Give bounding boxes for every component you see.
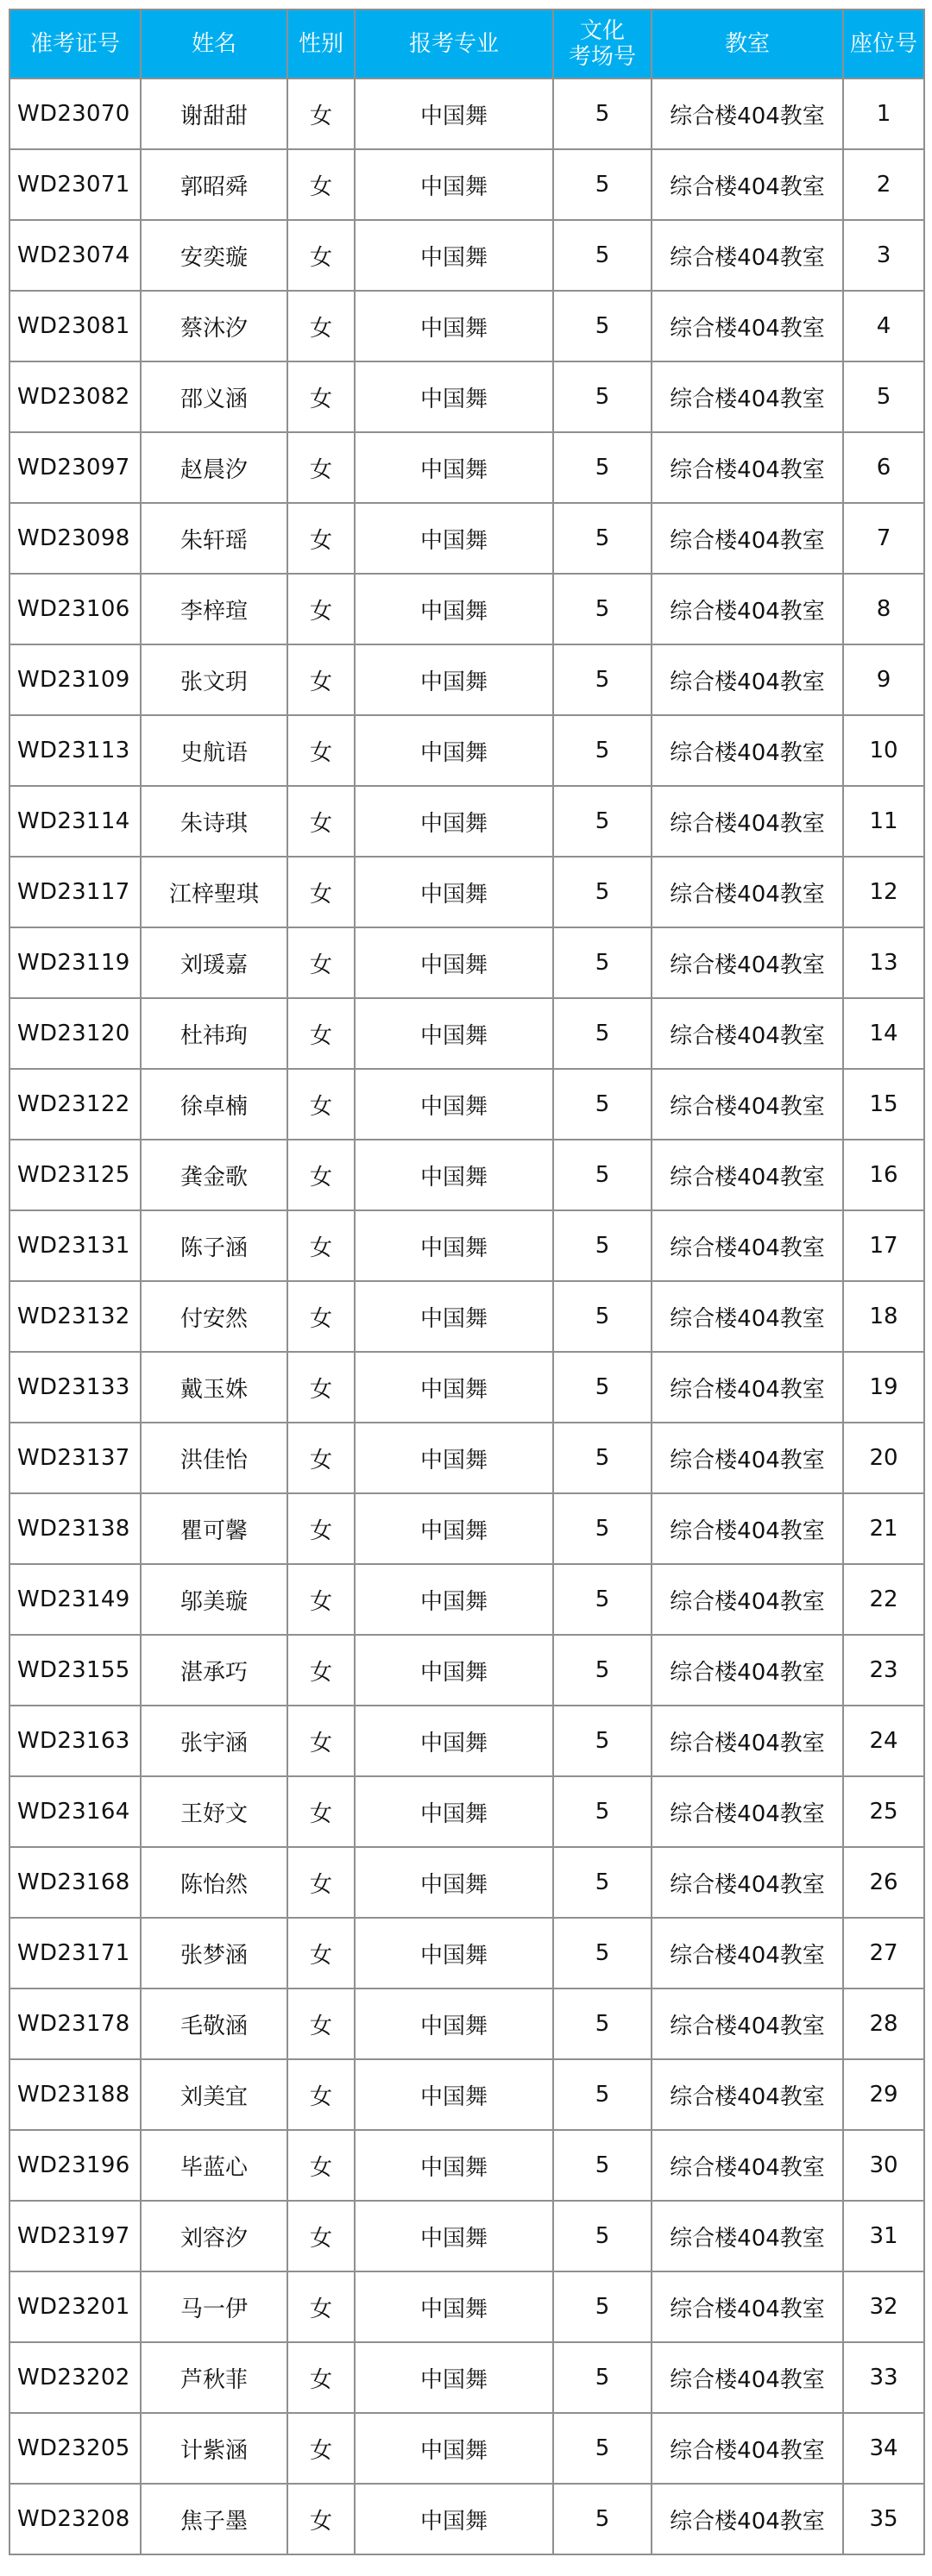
cell-exam-id: WD23202 [9, 2342, 141, 2413]
cell-gender: 女 [287, 786, 355, 857]
cell-major: 中国舞 [355, 79, 553, 149]
cell-major: 中国舞 [355, 2342, 553, 2413]
cell-gender: 女 [287, 1564, 355, 1635]
cell-exam-id: WD23113 [9, 715, 141, 786]
cell-name: 李梓瑄 [141, 574, 287, 644]
table-row [9, 1140, 924, 1210]
cell-name: 安奕璇 [141, 220, 287, 291]
cell-exam-id: WD23208 [9, 2484, 141, 2554]
table-row [9, 1706, 924, 1776]
cell-major: 中国舞 [355, 786, 553, 857]
cell-exam-id: WD23168 [9, 1847, 141, 1918]
cell-exam-id: WD23109 [9, 644, 141, 715]
cell-name: 徐卓楠 [141, 1069, 287, 1140]
cell-major: 中国舞 [355, 149, 553, 220]
cell-exam-id: WD23114 [9, 786, 141, 857]
cell-gender: 女 [287, 1352, 355, 1423]
table-row [9, 1564, 924, 1635]
cell-gender: 女 [287, 2484, 355, 2554]
cell-seat: 28 [843, 1989, 924, 2059]
cell-seat: 15 [843, 1069, 924, 1140]
table-row [9, 1989, 924, 2059]
cell-exam-id: WD23205 [9, 2413, 141, 2484]
cell-classroom: 综合楼404教室 [652, 1564, 843, 1635]
cell-exam-id: WD23133 [9, 1352, 141, 1423]
table-row [9, 149, 924, 220]
cell-exam-room: 5 [553, 2130, 652, 2201]
header-gender: 性别 [287, 9, 355, 79]
cell-major: 中国舞 [355, 715, 553, 786]
cell-gender: 女 [287, 432, 355, 503]
table-row [9, 2130, 924, 2201]
table-row [9, 2342, 924, 2413]
table-row [9, 574, 924, 644]
cell-gender: 女 [287, 927, 355, 998]
cell-gender: 女 [287, 2271, 355, 2342]
cell-name: 瞿可馨 [141, 1493, 287, 1564]
cell-major: 中国舞 [355, 1918, 553, 1989]
table-row [9, 644, 924, 715]
cell-gender: 女 [287, 149, 355, 220]
cell-seat: 25 [843, 1776, 924, 1847]
cell-name: 焦子墨 [141, 2484, 287, 2554]
cell-exam-id: WD23120 [9, 998, 141, 1069]
cell-exam-room: 5 [553, 503, 652, 574]
cell-major: 中国舞 [355, 2059, 553, 2130]
cell-exam-room: 5 [553, 220, 652, 291]
cell-seat: 30 [843, 2130, 924, 2201]
cell-seat: 23 [843, 1635, 924, 1706]
cell-exam-room: 5 [553, 1210, 652, 1281]
cell-name: 刘美宜 [141, 2059, 287, 2130]
cell-seat: 13 [843, 927, 924, 998]
cell-major: 中国舞 [355, 1564, 553, 1635]
cell-seat: 10 [843, 715, 924, 786]
cell-exam-id: WD23196 [9, 2130, 141, 2201]
cell-classroom: 综合楼404教室 [652, 1423, 843, 1493]
cell-name: 杜祎珣 [141, 998, 287, 1069]
cell-exam-room: 5 [553, 1776, 652, 1847]
cell-gender: 女 [287, 857, 355, 927]
table-row [9, 1918, 924, 1989]
cell-gender: 女 [287, 1635, 355, 1706]
cell-major: 中国舞 [355, 1989, 553, 2059]
cell-name: 张文玥 [141, 644, 287, 715]
cell-major: 中国舞 [355, 644, 553, 715]
cell-major: 中国舞 [355, 1069, 553, 1140]
cell-classroom: 综合楼404教室 [652, 2130, 843, 2201]
cell-seat: 9 [843, 644, 924, 715]
cell-gender: 女 [287, 1069, 355, 1140]
cell-exam-id: WD23137 [9, 1423, 141, 1493]
cell-exam-id: WD23163 [9, 1706, 141, 1776]
cell-exam-id: WD23122 [9, 1069, 141, 1140]
cell-classroom: 综合楼404教室 [652, 574, 843, 644]
cell-exam-id: WD23117 [9, 857, 141, 927]
cell-exam-id: WD23082 [9, 361, 141, 432]
cell-major: 中国舞 [355, 2130, 553, 2201]
cell-seat: 20 [843, 1423, 924, 1493]
cell-gender: 女 [287, 1776, 355, 1847]
cell-exam-id: WD23131 [9, 1210, 141, 1281]
table-body [9, 79, 924, 2554]
table-row [9, 79, 924, 149]
cell-classroom: 综合楼404教室 [652, 857, 843, 927]
cell-classroom: 综合楼404教室 [652, 1069, 843, 1140]
cell-major: 中国舞 [355, 1423, 553, 1493]
header-exam-id: 准考证号 [9, 9, 141, 79]
cell-classroom: 综合楼404教室 [652, 998, 843, 1069]
table-row [9, 1847, 924, 1918]
header-row [9, 9, 924, 79]
cell-exam-id: WD23119 [9, 927, 141, 998]
cell-name: 朱诗琪 [141, 786, 287, 857]
cell-gender: 女 [287, 1140, 355, 1210]
cell-gender: 女 [287, 1989, 355, 2059]
cell-name: 付安然 [141, 1281, 287, 1352]
cell-exam-id: WD23197 [9, 2201, 141, 2271]
table-row [9, 2059, 924, 2130]
cell-name: 龚金歌 [141, 1140, 287, 1210]
table-row [9, 998, 924, 1069]
cell-name: 毕蓝心 [141, 2130, 287, 2201]
table-row [9, 503, 924, 574]
cell-exam-room: 5 [553, 1918, 652, 1989]
cell-gender: 女 [287, 361, 355, 432]
table-row [9, 1210, 924, 1281]
cell-major: 中国舞 [355, 1352, 553, 1423]
cell-exam-id: WD23098 [9, 503, 141, 574]
cell-gender: 女 [287, 2413, 355, 2484]
cell-seat: 18 [843, 1281, 924, 1352]
cell-exam-room: 5 [553, 1423, 652, 1493]
table-row [9, 220, 924, 291]
cell-exam-room: 5 [553, 2059, 652, 2130]
cell-seat: 31 [843, 2201, 924, 2271]
table-row [9, 1069, 924, 1140]
cell-seat: 1 [843, 79, 924, 149]
cell-exam-room: 5 [553, 1069, 652, 1140]
cell-name: 计紫涵 [141, 2413, 287, 2484]
cell-major: 中国舞 [355, 2201, 553, 2271]
cell-exam-room: 5 [553, 2484, 652, 2554]
cell-classroom: 综合楼404教室 [652, 220, 843, 291]
cell-exam-room: 5 [553, 1493, 652, 1564]
cell-name: 湛承巧 [141, 1635, 287, 1706]
cell-gender: 女 [287, 2059, 355, 2130]
cell-exam-id: WD23097 [9, 432, 141, 503]
cell-seat: 27 [843, 1918, 924, 1989]
cell-exam-id: WD23081 [9, 291, 141, 361]
cell-gender: 女 [287, 998, 355, 1069]
cell-gender: 女 [287, 1210, 355, 1281]
cell-name: 陈怡然 [141, 1847, 287, 1918]
cell-major: 中国舞 [355, 857, 553, 927]
cell-exam-id: WD23106 [9, 574, 141, 644]
cell-major: 中国舞 [355, 432, 553, 503]
cell-exam-room: 5 [553, 2271, 652, 2342]
cell-exam-room: 5 [553, 291, 652, 361]
cell-major: 中国舞 [355, 503, 553, 574]
cell-seat: 29 [843, 2059, 924, 2130]
cell-exam-room: 5 [553, 998, 652, 1069]
cell-name: 邬美璇 [141, 1564, 287, 1635]
table-row [9, 2413, 924, 2484]
cell-major: 中国舞 [355, 998, 553, 1069]
cell-classroom: 综合楼404教室 [652, 79, 843, 149]
cell-classroom: 综合楼404教室 [652, 2201, 843, 2271]
cell-exam-id: WD23070 [9, 79, 141, 149]
table-row [9, 291, 924, 361]
cell-name: 史航语 [141, 715, 287, 786]
cell-major: 中国舞 [355, 1706, 553, 1776]
cell-classroom: 综合楼404教室 [652, 291, 843, 361]
cell-major: 中国舞 [355, 1493, 553, 1564]
header-name: 姓名 [141, 9, 287, 79]
cell-name: 刘容汐 [141, 2201, 287, 2271]
cell-seat: 34 [843, 2413, 924, 2484]
cell-classroom: 综合楼404教室 [652, 2484, 843, 2554]
cell-major: 中国舞 [355, 1210, 553, 1281]
cell-classroom: 综合楼404教室 [652, 2413, 843, 2484]
cell-classroom: 综合楼404教室 [652, 432, 843, 503]
cell-major: 中国舞 [355, 1776, 553, 1847]
cell-gender: 女 [287, 291, 355, 361]
cell-seat: 8 [843, 574, 924, 644]
cell-seat: 35 [843, 2484, 924, 2554]
cell-name: 赵晨汐 [141, 432, 287, 503]
cell-name: 芦秋菲 [141, 2342, 287, 2413]
cell-name: 张宇涵 [141, 1706, 287, 1776]
cell-exam-room: 5 [553, 2342, 652, 2413]
cell-major: 中国舞 [355, 291, 553, 361]
cell-name: 陈子涵 [141, 1210, 287, 1281]
cell-seat: 14 [843, 998, 924, 1069]
cell-exam-room: 5 [553, 2201, 652, 2271]
cell-gender: 女 [287, 715, 355, 786]
cell-exam-id: WD23201 [9, 2271, 141, 2342]
cell-gender: 女 [287, 1493, 355, 1564]
table-row [9, 361, 924, 432]
cell-exam-room: 5 [553, 432, 652, 503]
table-row [9, 432, 924, 503]
cell-gender: 女 [287, 2201, 355, 2271]
cell-name: 马一伊 [141, 2271, 287, 2342]
cell-classroom: 综合楼404教室 [652, 1140, 843, 1210]
cell-exam-room: 5 [553, 1281, 652, 1352]
cell-gender: 女 [287, 1847, 355, 1918]
cell-exam-room: 5 [553, 2413, 652, 2484]
cell-classroom: 综合楼404教室 [652, 1918, 843, 1989]
cell-major: 中国舞 [355, 1281, 553, 1352]
cell-major: 中国舞 [355, 220, 553, 291]
cell-exam-id: WD23178 [9, 1989, 141, 2059]
cell-classroom: 综合楼404教室 [652, 2059, 843, 2130]
cell-seat: 5 [843, 361, 924, 432]
table-row [9, 1423, 924, 1493]
table-row [9, 927, 924, 998]
cell-major: 中国舞 [355, 2271, 553, 2342]
cell-classroom: 综合楼404教室 [652, 927, 843, 998]
cell-name: 朱轩瑶 [141, 503, 287, 574]
table-header [9, 9, 924, 79]
cell-gender: 女 [287, 220, 355, 291]
cell-exam-id: WD23132 [9, 1281, 141, 1352]
cell-classroom: 综合楼404教室 [652, 2342, 843, 2413]
cell-exam-id: WD23155 [9, 1635, 141, 1706]
table-row [9, 1281, 924, 1352]
cell-classroom: 综合楼404教室 [652, 1706, 843, 1776]
cell-exam-room: 5 [553, 1352, 652, 1423]
cell-classroom: 综合楼404教室 [652, 1281, 843, 1352]
cell-classroom: 综合楼404教室 [652, 1493, 843, 1564]
cell-name: 蔡沐汐 [141, 291, 287, 361]
cell-exam-id: WD23171 [9, 1918, 141, 1989]
cell-exam-room: 5 [553, 1635, 652, 1706]
cell-exam-room: 5 [553, 149, 652, 220]
cell-exam-room: 5 [553, 786, 652, 857]
header-exam-room-number: 文化 考场号 [553, 9, 652, 79]
cell-classroom: 综合楼404教室 [652, 1776, 843, 1847]
cell-exam-id: WD23125 [9, 1140, 141, 1210]
cell-seat: 7 [843, 503, 924, 574]
cell-classroom: 综合楼404教室 [652, 786, 843, 857]
cell-seat: 12 [843, 857, 924, 927]
cell-exam-room: 5 [553, 857, 652, 927]
seating-table [9, 9, 925, 2555]
cell-name: 邵义涵 [141, 361, 287, 432]
table-row [9, 857, 924, 927]
cell-gender: 女 [287, 1423, 355, 1493]
cell-classroom: 综合楼404教室 [652, 1352, 843, 1423]
table-row [9, 1493, 924, 1564]
cell-gender: 女 [287, 2130, 355, 2201]
cell-classroom: 综合楼404教室 [652, 2271, 843, 2342]
cell-major: 中国舞 [355, 574, 553, 644]
cell-exam-id: WD23074 [9, 220, 141, 291]
cell-seat: 21 [843, 1493, 924, 1564]
cell-gender: 女 [287, 1918, 355, 1989]
cell-classroom: 综合楼404教室 [652, 715, 843, 786]
seating-sheet [9, 9, 923, 2555]
cell-exam-id: WD23164 [9, 1776, 141, 1847]
table-row [9, 715, 924, 786]
cell-seat: 16 [843, 1140, 924, 1210]
cell-exam-room: 5 [553, 1847, 652, 1918]
cell-seat: 17 [843, 1210, 924, 1281]
cell-gender: 女 [287, 79, 355, 149]
cell-major: 中国舞 [355, 361, 553, 432]
cell-exam-room: 5 [553, 1989, 652, 2059]
cell-gender: 女 [287, 1281, 355, 1352]
cell-exam-room: 5 [553, 715, 652, 786]
cell-major: 中国舞 [355, 2413, 553, 2484]
cell-seat: 11 [843, 786, 924, 857]
cell-seat: 2 [843, 149, 924, 220]
cell-major: 中国舞 [355, 1140, 553, 1210]
cell-seat: 6 [843, 432, 924, 503]
cell-seat: 3 [843, 220, 924, 291]
cell-classroom: 综合楼404教室 [652, 1635, 843, 1706]
cell-seat: 19 [843, 1352, 924, 1423]
cell-classroom: 综合楼404教室 [652, 644, 843, 715]
cell-name: 郭昭舜 [141, 149, 287, 220]
cell-exam-room: 5 [553, 361, 652, 432]
cell-major: 中国舞 [355, 2484, 553, 2554]
header-major: 报考专业 [355, 9, 553, 79]
cell-exam-room: 5 [553, 574, 652, 644]
header-classroom: 教室 [652, 9, 843, 79]
cell-major: 中国舞 [355, 1847, 553, 1918]
cell-classroom: 综合楼404教室 [652, 1847, 843, 1918]
table-row [9, 1352, 924, 1423]
cell-seat: 4 [843, 291, 924, 361]
cell-seat: 22 [843, 1564, 924, 1635]
cell-exam-room: 5 [553, 927, 652, 998]
table-row [9, 1776, 924, 1847]
cell-seat: 26 [843, 1847, 924, 1918]
cell-name: 刘瑗嘉 [141, 927, 287, 998]
cell-exam-room: 5 [553, 1706, 652, 1776]
cell-exam-room: 5 [553, 79, 652, 149]
cell-major: 中国舞 [355, 927, 553, 998]
cell-exam-room: 5 [553, 1564, 652, 1635]
table-row [9, 2271, 924, 2342]
cell-exam-id: WD23071 [9, 149, 141, 220]
cell-classroom: 综合楼404教室 [652, 1210, 843, 1281]
cell-seat: 33 [843, 2342, 924, 2413]
cell-gender: 女 [287, 644, 355, 715]
cell-classroom: 综合楼404教室 [652, 149, 843, 220]
table-row [9, 1635, 924, 1706]
cell-classroom: 综合楼404教室 [652, 503, 843, 574]
cell-name: 洪佳怡 [141, 1423, 287, 1493]
header-seat-number: 座位号 [843, 9, 924, 79]
cell-name: 谢甜甜 [141, 79, 287, 149]
cell-name: 毛敬涵 [141, 1989, 287, 2059]
table-row [9, 2201, 924, 2271]
cell-gender: 女 [287, 1706, 355, 1776]
cell-seat: 32 [843, 2271, 924, 2342]
cell-classroom: 综合楼404教室 [652, 1989, 843, 2059]
cell-name: 江梓聖琪 [141, 857, 287, 927]
cell-gender: 女 [287, 574, 355, 644]
cell-name: 王妤文 [141, 1776, 287, 1847]
cell-exam-room: 5 [553, 1140, 652, 1210]
cell-gender: 女 [287, 503, 355, 574]
cell-gender: 女 [287, 2342, 355, 2413]
cell-major: 中国舞 [355, 1635, 553, 1706]
cell-classroom: 综合楼404教室 [652, 361, 843, 432]
cell-exam-id: WD23188 [9, 2059, 141, 2130]
cell-exam-id: WD23138 [9, 1493, 141, 1564]
cell-exam-id: WD23149 [9, 1564, 141, 1635]
cell-seat: 24 [843, 1706, 924, 1776]
cell-name: 戴玉姝 [141, 1352, 287, 1423]
table-row [9, 2484, 924, 2554]
cell-name: 张梦涵 [141, 1918, 287, 1989]
table-row [9, 786, 924, 857]
cell-exam-room: 5 [553, 644, 652, 715]
